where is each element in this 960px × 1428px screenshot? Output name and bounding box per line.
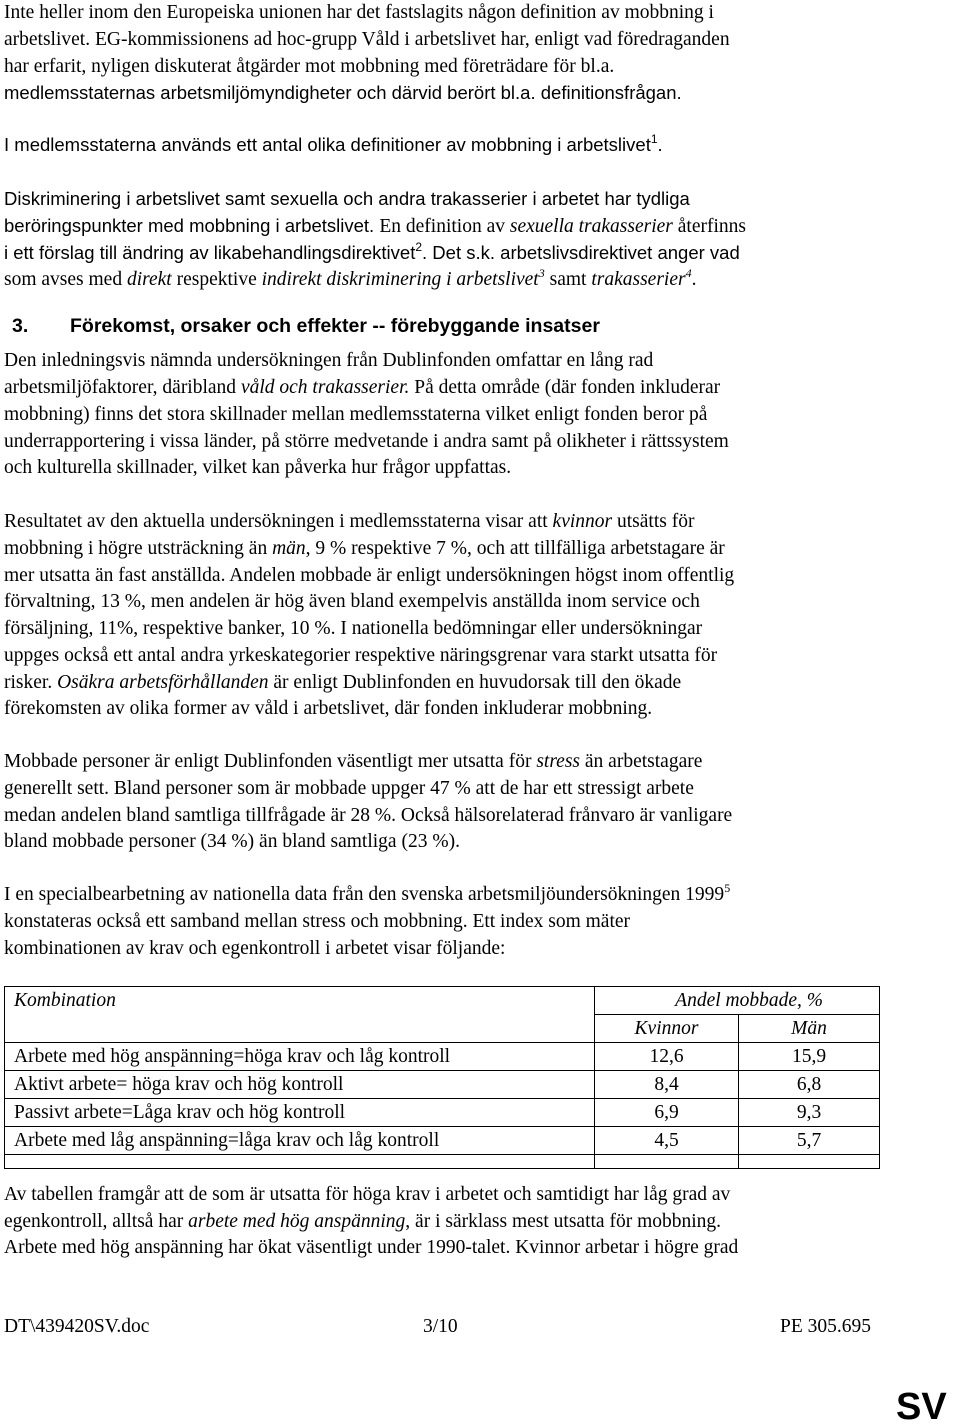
text-line: medan andelen bland samtliga tillfrågade är 28 %. Också hälsorelaterad frånvaro är vanligare [4, 805, 733, 826]
section-heading: 3. Förekomst, orsaker och effekter -- förebyggande insatser [12, 315, 600, 337]
text-line: risker. Osäkra arbetsförhållanden är enligt Dublinfonden en huvudorsak till den ökade [4, 672, 682, 693]
text-line: arbetsmiljöfaktorer, däribland våld och trakasserier. På detta område (där fonden inkluderar [4, 377, 721, 398]
footnote-ref: 4 [685, 266, 692, 280]
text-line: Diskriminering i arbetslivet samt sexuella och andra trakasserier i arbetet har tydliga [4, 188, 690, 209]
table-row: Aktivt arbete= höga krav och hög kontroll 8,4 6,8 [5, 1071, 880, 1099]
text-line: i ett förslag till ändring av likabehandlingsdirektivet$^2$. Det s.k. arbetslivsdirektivet anger vad [4, 240, 740, 263]
table-header-man: Män [739, 1015, 880, 1043]
footnote-ref: 2 [415, 240, 423, 254]
text-line: mer utsatta än fast anställda. Andelen mobbade är enligt undersökningen högst inom offentlig [4, 565, 735, 586]
text-line: beröringspunkter med mobbning i arbetslivet. En definition av sexuella trakasserier återfinns [4, 215, 746, 237]
footer-page-number: 3/10 [423, 1316, 458, 1337]
text-line: Arbete med hög anspänning har ökat väsentligt under 1990-talet. Kvinnor arbetar i högre grad [4, 1237, 739, 1258]
table-header-row [5, 987, 880, 1015]
text-line: Av tabellen framgår att de som är utsatta för höga krav i arbetet och samtidigt har låg grad av [4, 1184, 731, 1205]
table-blank-row [5, 1155, 880, 1169]
text-line: bland mobbade personer (34 %) än bland samtliga (23 %). [4, 831, 460, 852]
text-line: försäljning, 11%, respektive banker, 10 %. I nationella bedömningar eller undersökningar [4, 618, 703, 639]
footnote-ref: 3 [538, 266, 545, 280]
text-line: generellt sett. Bland personer som är mobbade uppger 47 % att de har ett stressigt arbete [4, 778, 694, 799]
text-line: I en specialbearbetning av nationella data från den svenska arbetsmiljöundersökningen 1999$^5$ [4, 881, 731, 905]
footer-pe-ref: PE 305.695 [780, 1316, 872, 1337]
text-line: I medlemsstaterna används ett antal olika definitioner av mobbning i arbetslivet$^1$. [4, 132, 663, 155]
text-line: har erfarit, nyligen diskuterat åtgärder mot mobbning med företrädare för bl.a. [4, 56, 615, 77]
table-row: Arbete med låg anspänning=låga krav och låg kontroll 4,5 5,7 [5, 1127, 880, 1155]
text-line: Mobbade personer är enligt Dublinfonden väsentligt mer utsatta för stress än arbetstagare [4, 751, 703, 772]
text-line: som avses med direkt respektive indirekt diskriminering i arbetslivet$^3$ samt trakasserier$^4$. [4, 266, 697, 290]
text-line: mobbning i högre utsträckning än män, 9 % respektive 7 %, och att tillfälliga arbetstagare är [4, 538, 725, 559]
language-code: SV [896, 1386, 947, 1428]
text-line: konstateras också ett samband mellan stress och mobbning. Ett index som mäter [4, 911, 631, 932]
table-row: Passivt arbete=Låga krav och hög kontroll 6,9 9,3 [5, 1099, 880, 1127]
text-line: och kulturella skillnader, vilket kan påverka hur frågor uppfattas. [4, 457, 512, 478]
text-line: kombinationen av krav och egenkontroll i arbetet visar följande: [4, 938, 506, 959]
text-line: Inte heller inom den Europeiska unionen har det fastslagits någon definition av mobbning i [4, 2, 714, 23]
text-line: mobbning) finns det stora skillnader mellan medlemsstaterna vilket enligt fonden beror på [4, 404, 708, 425]
text-line: egenkontroll, alltså har arbete med hög anspänning, är i särklass mest utsatta för mobbning. [4, 1211, 722, 1232]
text-line: Resultatet av den aktuella undersökningen i medlemsstaterna visar att kvinnor utsätts för [4, 511, 695, 532]
table-header-kvinnor: Kvinnor [595, 1015, 739, 1043]
text-line: arbetslivet. EG-kommissionens ad hoc-grupp Våld i arbetslivet har, enligt vad föredraganden [4, 29, 730, 50]
footnote-ref: 1 [650, 132, 658, 146]
text-line: underrapportering i vissa länder, på större medvetande i andra samt på olikheter i rättssystem [4, 431, 729, 452]
footnote-ref: 5 [724, 881, 731, 895]
text-line: förekomsten av olika former av våld i arbetslivet, där fonden inkluderar mobbning. [4, 698, 653, 719]
mobbing-table [4, 986, 880, 1169]
text-line: medlemsstaternas arbetsmiljömyndigheter och därvid berört bl.a. definitionsfrågan. [4, 82, 682, 103]
text-line: uppges också ett antal andra yrkeskategorier respektive näringsgrenar vara starkt utsatta för [4, 645, 718, 666]
footer-doc-ref: DT\439420SV.doc [4, 1316, 150, 1337]
text-line: Den inledningsvis nämnda undersökningen från Dublinfonden omfattar en lång rad [4, 350, 654, 371]
table-header-kombination: Kombination [5, 987, 595, 1043]
table-header-andel: Andel mobbade, % [595, 987, 880, 1015]
text-line: förvaltning, 13 %, men andelen är hög även bland exempelvis anställda inom service och [4, 591, 700, 612]
table-row: Arbete med hög anspänning=höga krav och låg kontroll 12,6 15,9 [5, 1043, 880, 1071]
